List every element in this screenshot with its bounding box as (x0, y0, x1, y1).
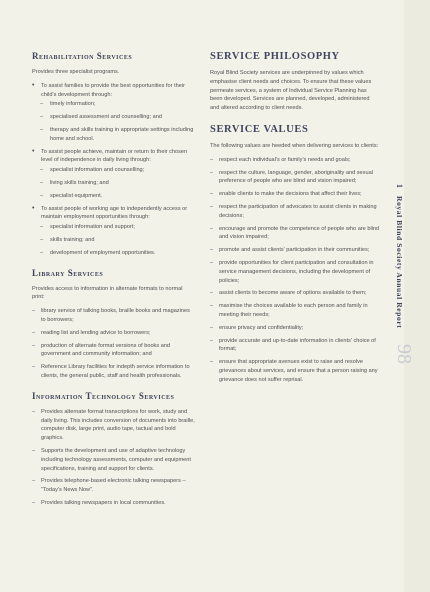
library-intro: Provides access to information in alternate formats to normal print: (32, 285, 183, 301)
rehab-sub-item: – therapy and skills training in appropriate settings including home and school. (40, 126, 194, 142)
bullet-icon: • (32, 204, 35, 212)
values-item: – assist clients to become aware of options available to them; (210, 290, 367, 297)
spine-title: Royal Blind Society Annual Report (395, 196, 404, 329)
values-intro: The following values are heeded when delivering services to clients: (210, 142, 379, 149)
bullet-icon: • (32, 81, 35, 89)
values-item: – provide accurate and up-to-date information in clients' choice of format; (210, 337, 376, 353)
values-item: – respect the culture, language, gender, aboriginality and sexual preference of people who are blind and vision impaired; (210, 169, 373, 185)
it-heading: Information Technology Services (32, 390, 175, 401)
left-column (32, 51, 195, 512)
rehab-sub-item: – specialised assessment and counselling; and (40, 114, 162, 121)
it-item: – Provides alternate format transcriptions for work, study and daily living. This includes conversion of documents into braille, computer disk, large print, audio tape, tactual and bold graphics. (32, 408, 195, 442)
spine-running-head (395, 184, 404, 328)
rehab-sub-item: – timely information; (40, 101, 96, 108)
rehab-sub-item: – living skills training; and (40, 179, 109, 186)
it-item: – Supports the development and use of adaptive technology including technology assessments, computer and equipment specifications, training and support for clients. (32, 447, 191, 472)
values-item: – promote and assist clients' participation in their communities; (210, 247, 370, 254)
rehab-sub-item: – specialist equipment. (40, 192, 103, 199)
bullet-icon: • (32, 147, 35, 155)
rehab-bullet: • To assist people of working age to independently access or maintain employment opportunities through: (32, 204, 188, 221)
values-item: – respect the participation of advocates to assist clients in making decisions; (210, 203, 377, 219)
values-item: – ensure privacy and confidentiality; (210, 324, 304, 331)
values-item: – enable clients to make the decisions that affect their lives; (210, 191, 362, 198)
rehab-heading: Rehabilitation Services (32, 51, 133, 61)
library-item: – Reference Library facilities for indepth service information to clients, the general public, staff and health professionals. (32, 364, 190, 379)
rehab-bullet: • To assist people achieve, maintain or return to their chosen level of independence in daily living through: (32, 147, 188, 164)
right-column (210, 51, 380, 389)
library-heading: Library Services (32, 267, 104, 278)
values-item: – encourage and promote the competence of people who are blind and vision impaired; (210, 225, 380, 241)
values-item: – respect each individual's or family's needs and goals; (210, 156, 351, 163)
rehab-sub-item: – skills training; and (40, 236, 95, 243)
library-item: – production of alternate format versions of books and government and community information; and (32, 342, 171, 358)
values-item: – ensure that appropriate avenues exist to raise and resolve grievances about services, and ensure that a person raising any grievance does not suffer reprisal. (210, 359, 378, 383)
philosophy-heading: SERVICE PHILOSOPHY (210, 51, 340, 62)
library-item: – reading list and lending advice to borrowers; (32, 329, 151, 336)
rehab-sub-item: – specialist information and counselling; (40, 167, 145, 174)
it-item: – Provides telephone-based electronic talking newspapers – "Today's News Now". (32, 478, 186, 494)
rehab-bullet: • To assist families to provide the best opportunities for their child's development through: (32, 81, 185, 98)
page-edge (404, 0, 430, 592)
values-item: – maximise the choices available to each person and family in meeting their needs; (210, 303, 368, 318)
values-item: – provide opportunities for client participation and consultation in service management decisions, including the development of policies; (210, 259, 374, 284)
rehab-sub-item: – development of employment opportunities. (40, 249, 156, 256)
values-heading: SERVICE VALUES (210, 123, 309, 135)
page-number: 98 (393, 344, 415, 364)
rehab-sub-item: – specialist information and support; (40, 224, 135, 231)
philosophy-text: Royal Blind Society services are underpinned by values which emphasise client needs and choices. To ensure that these values permeate services, a system of Individual Service Planning has been developed. Services are planned, developed, administered and altered according to client needs. (210, 70, 372, 112)
it-item: – Provides talking newspapers in local communities. (32, 499, 166, 506)
rehab-intro: Provides three specialist programs. (32, 69, 120, 75)
spine-number: 1 (395, 184, 404, 189)
library-item: – library service of talking books, braille books and magazines to borrowers; (32, 308, 190, 323)
